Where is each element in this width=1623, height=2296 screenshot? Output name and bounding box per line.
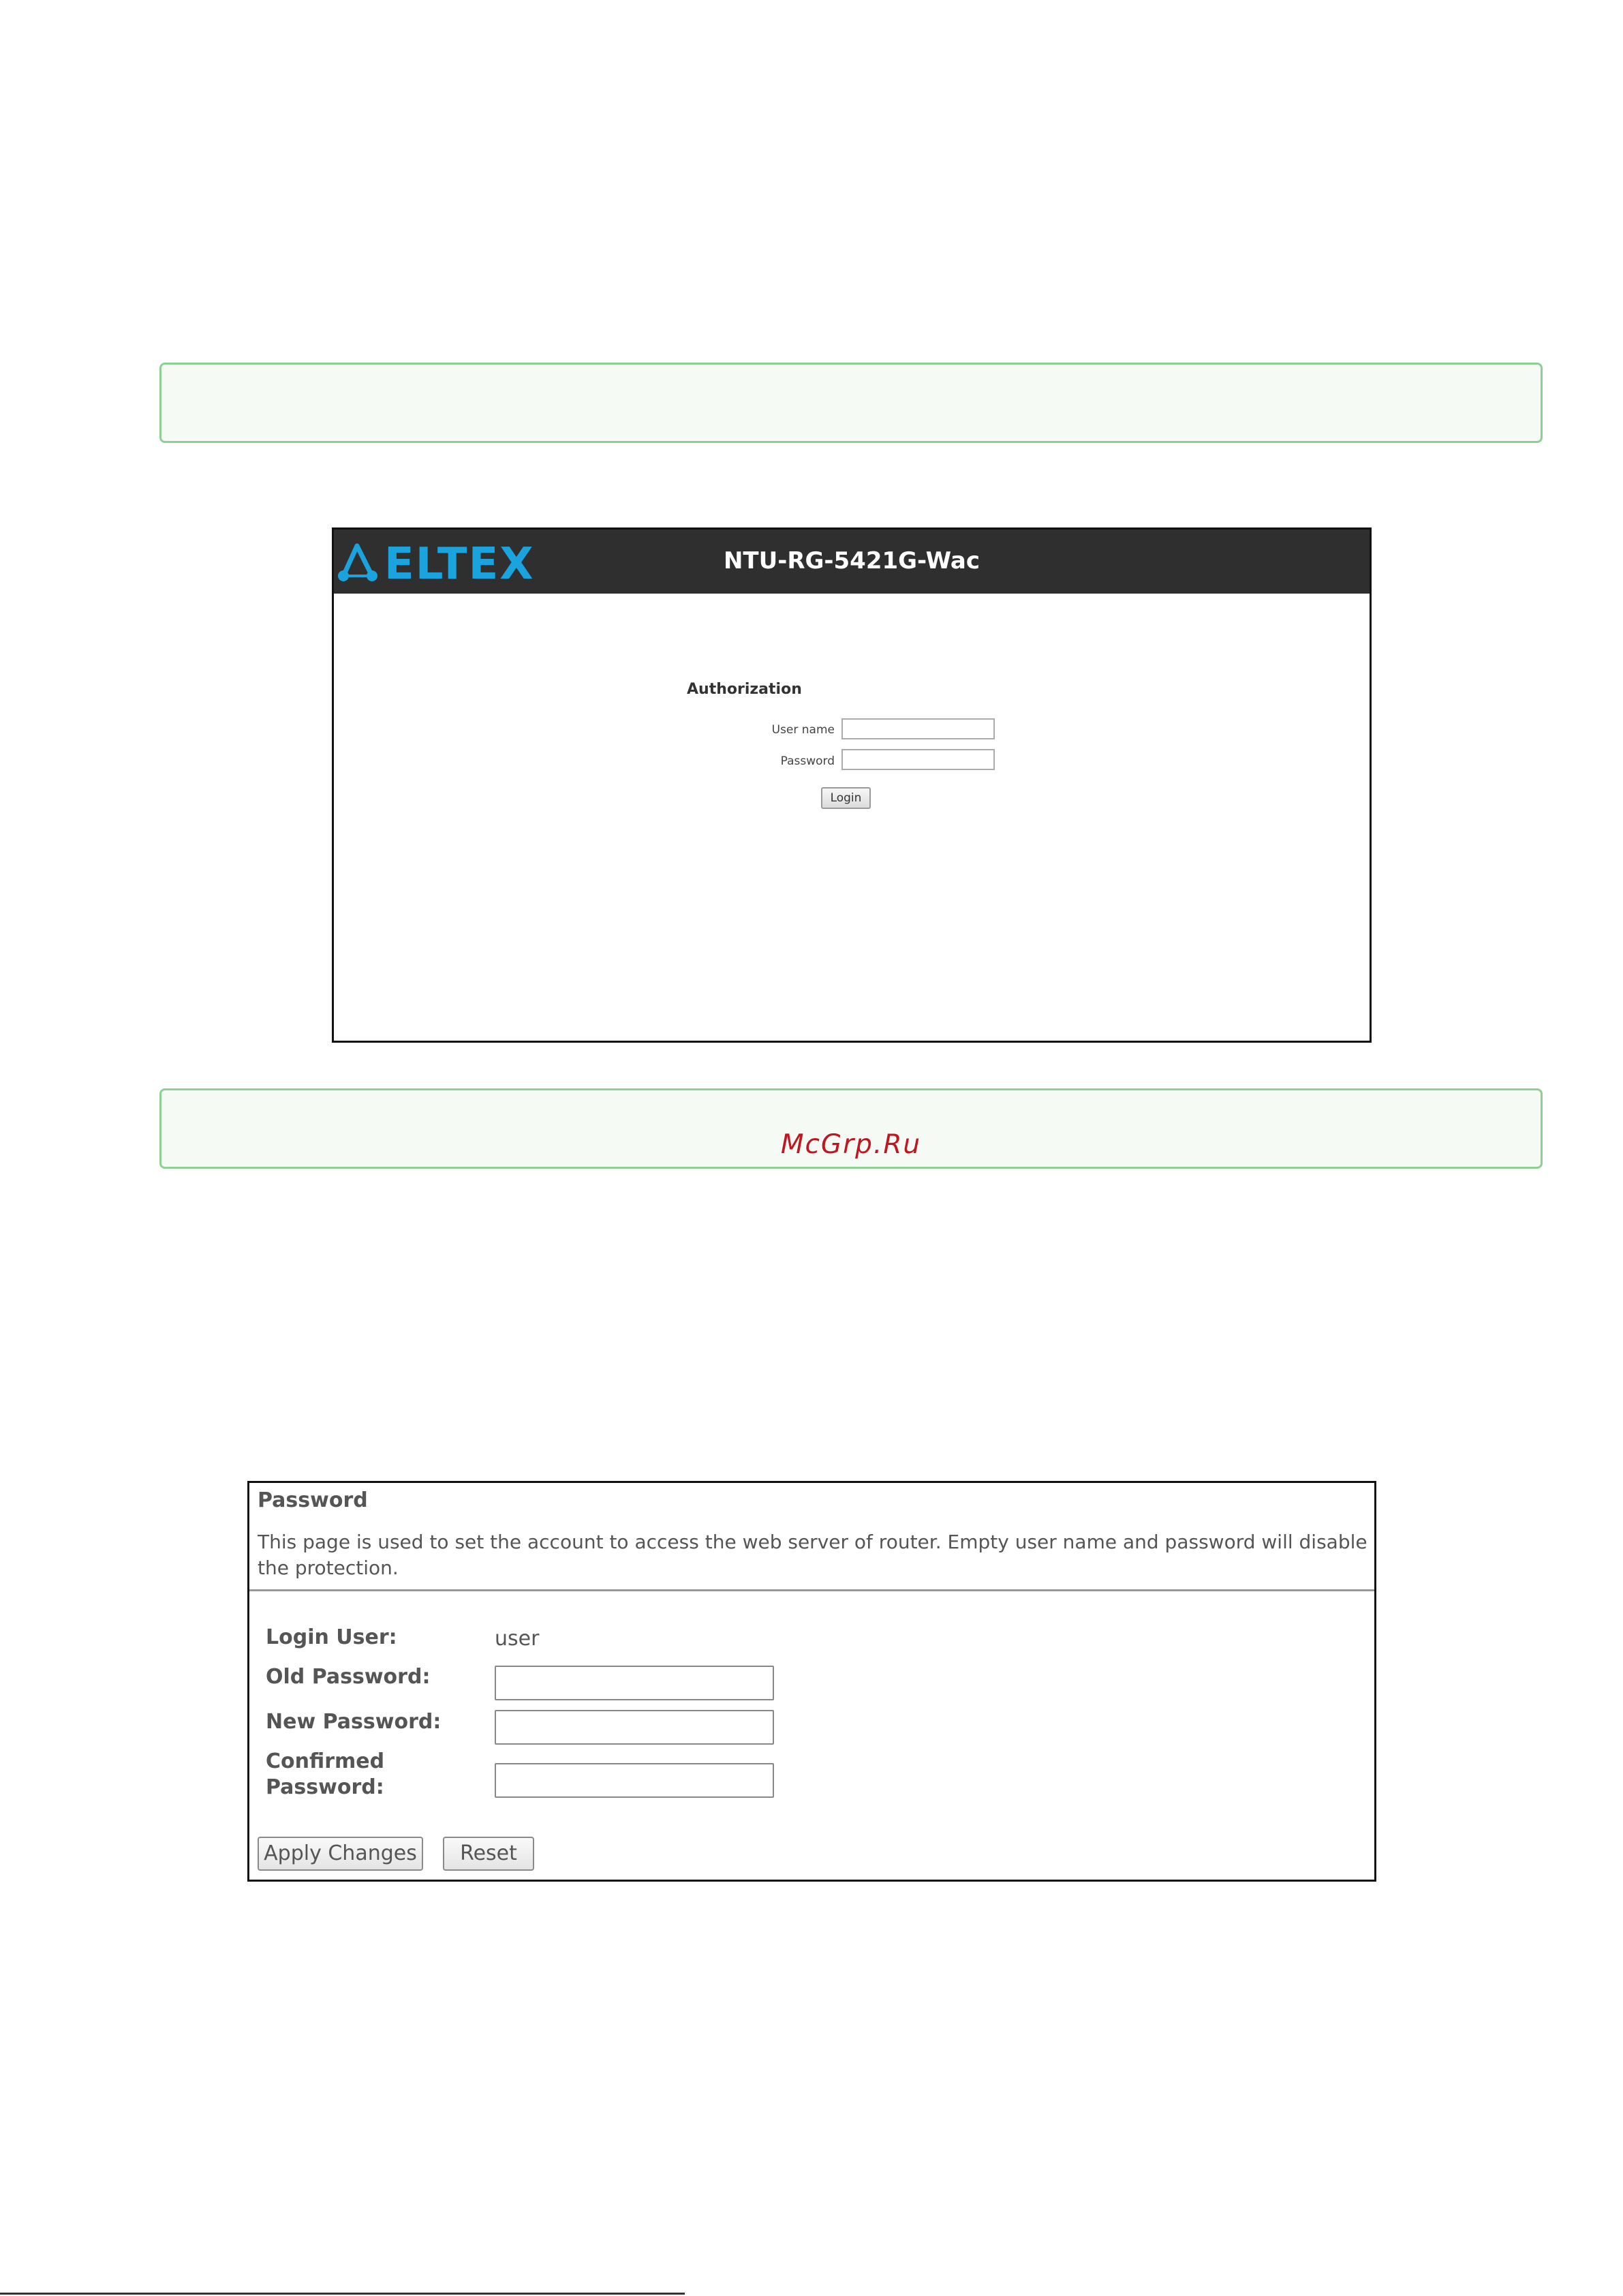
note-box-top	[159, 363, 1543, 443]
watermark: McGrp.Ru	[780, 1129, 922, 1160]
user-name-input[interactable]	[841, 718, 995, 739]
password-page-description: This page is used to set the account to access the web server of router. Empty user name and password will disable the protection.	[258, 1531, 1367, 1579]
password-input[interactable]	[841, 749, 995, 770]
note-box-bottom	[159, 1088, 1543, 1169]
login-header	[334, 530, 1370, 594]
login-user-value: user	[495, 1627, 540, 1651]
divider	[249, 1589, 1374, 1591]
login-page-screenshot	[332, 527, 1372, 1043]
footer-rule	[0, 2293, 685, 2295]
device-title: NTU-RG-5421G-Wac	[723, 547, 980, 575]
authorization-title: Authorization	[687, 681, 802, 698]
login-button[interactable]: Login	[821, 787, 871, 809]
user-name-label: User name	[771, 723, 835, 737]
password-label: Password	[780, 754, 835, 768]
reset-button[interactable]: Reset	[443, 1837, 534, 1871]
confirmed-password-input[interactable]	[495, 1763, 774, 1798]
old-password-label: Old Password:	[266, 1665, 431, 1689]
new-password-input[interactable]	[495, 1710, 774, 1745]
password-page-screenshot	[247, 1481, 1376, 1882]
logo-wordmark: ELTEX	[384, 539, 535, 587]
login-user-label: Login User:	[266, 1625, 397, 1649]
password-page-title: Password	[258, 1488, 368, 1512]
confirmed-password-label-line1: Confirmed	[266, 1749, 385, 1773]
old-password-input[interactable]	[495, 1666, 774, 1700]
new-password-label: New Password:	[266, 1710, 442, 1734]
apply-changes-button[interactable]: Apply Changes	[258, 1837, 423, 1871]
confirmed-password-label-line2: Password:	[266, 1775, 384, 1799]
confirmed-password-label	[266, 1749, 384, 1801]
